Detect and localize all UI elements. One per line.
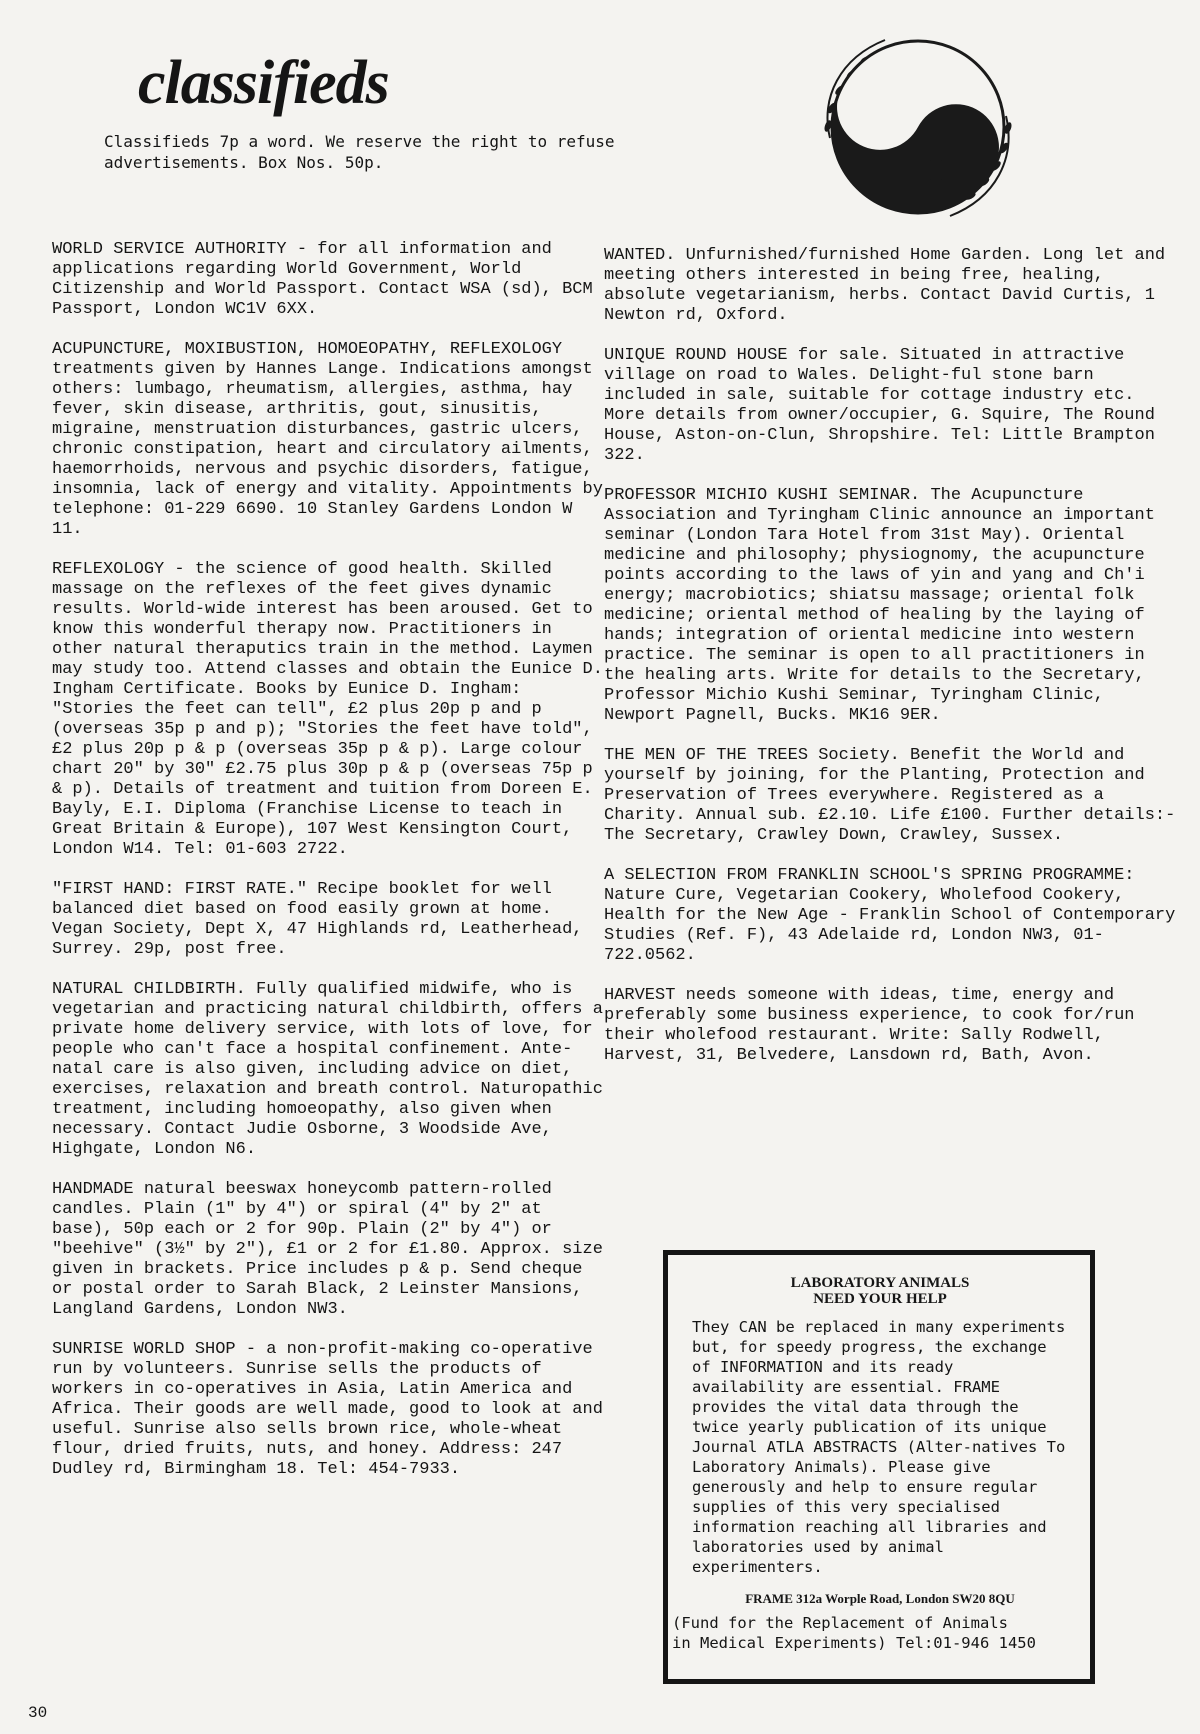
- classified-ad: ACUPUNCTURE, MOXIBUSTION, HOMOEOPATHY, REFLEXOLOGY treatments given by Hannes Lange. Indications amongst others: lumbago, rheumatism, allergies, asthma, hay fever, skin disease, arthritis, gout, sinusitis, migraine, menstruation disturbances, gastric ulcers, chronic constipation, heart and circulatory ailments, haemorrhoids, nervous and psychic disorders, fatigue, insomnia, lack of energy and vitality. Appointments by telephone: 01-229 6690. 10 Stanley Gardens London W 11.: [52, 340, 603, 539]
- frame-advert-footer-line: (Fund for the Replacement of Animals: [672, 1614, 1008, 1632]
- classified-ad: WORLD SERVICE AUTHORITY - for all information and applications regarding World Government, World Citizenship and World Passport. Contact WSA (sd), BCM Passport, London WC1V 6XX.: [52, 240, 593, 319]
- frame-advert-body: They CAN be replaced in many experiments but, for speedy progress, the exchange of INFORMATION and its ready availability are essential. FRAME provides the vital data through the twice yearly publication of its unique Journal ATLA ABSTRACTS (Alter-natives To Laboratory Animals). Please give generously and help to ensure regular supplies of this very specialised information reaching all libraries and laboratories used by animal experimenters.: [692, 1318, 1066, 1576]
- page-title: classifieds: [138, 49, 389, 117]
- frame-advert-address: FRAME 312a Worple Road, London SW20 8QU: [745, 1591, 1015, 1606]
- frame-advert-footer-line: in Medical Experiments) Tel:01-946 1450: [672, 1634, 1036, 1652]
- classified-ad: WANTED. Unfurnished/furnished Home Garden. Long let and meeting others interested in being free, healing, absolute vegetarianism, herbs. Contact David Curtis, 1 Newton rd, Oxford.: [604, 246, 1166, 325]
- classified-ad: REFLEXOLOGY - the science of good health. Skilled massage on the reflexes of the feet gives dynamic results. World-wide interest has been aroused. Get to know this wonderful therapy now. Practitioners in other natural theraputics train in the method. Laymen may study too. Attend classes and obtain the Eunice D. Ingham Certificate. Books by Eunice D. Ingham: "Stories the feet can tell", £2 plus 20p p and p (overseas 35p p and p); "Stories the feet have told", £2 plus 20p p & p (overseas 35p p & p). Large colour chart 20" by 30" £2.75 plus 30p p & p (overseas 75p p & p). Details of treatment and tuition from Doreen E. Bayly, E.I. Diploma (Franchise License to teach in Great Britain & Europe), 107 West Kensington Court, London W14. Tel: 01-603 2722.: [52, 560, 603, 859]
- classified-ad: THE MEN OF THE TREES Society. Benefit the World and yourself by joining, for the Planting, Protection and Preservation of Trees everywhere. Registered as a Charity. Annual sub. £2.10. Life £100. Further details:- The Secretary, Crawley Down, Crawley, Sussex.: [604, 746, 1176, 845]
- classifieds-right-column: [604, 246, 1179, 1086]
- classifieds-rates-note: Classifieds 7p a word. We reserve the right to refuse advertisements. Box Nos. 50p.: [104, 132, 615, 172]
- frame-advert-footer: [672, 1613, 1068, 1653]
- frame-advert-box: [663, 1250, 1095, 1684]
- frame-advert-title-line: NEED YOUR HELP: [813, 1291, 947, 1307]
- classified-ad: "FIRST HAND: FIRST RATE." Recipe booklet for well balanced diet based on food easily grown at home. Vegan Society, Dept X, 47 Highlands rd, Leatherhead, Surrey. 29p, post free.: [52, 880, 583, 959]
- classified-ad: UNIQUE ROUND HOUSE for sale. Situated in attractive village on road to Wales. Delight-ful stone barn included in sale, suitable for cottage industry etc. More details from owner/occupier, G. Squire, The Round House, Aston-on-Clun, Shropshire. Tel: Little Brampton 322.: [604, 346, 1155, 465]
- classified-ad: SUNRISE WORLD SHOP - a non-profit-making co-operative run by volunteers. Sunrise sells the products of workers in co-operatives in Asia, Latin America and Africa. Their goods are well made, good to look at and useful. Sunrise also sells brown rice, whole-wheat flour, dried fruits, nuts, and honey. Address: 247 Dudley rd, Birmingham 18. Tel: 454-7933.: [52, 1340, 603, 1479]
- yin-yang-wheat-wreath-icon: [790, 18, 1046, 236]
- classified-ad: A SELECTION FROM FRANKLIN SCHOOL'S SPRING PROGRAMME: Nature Cure, Vegetarian Cookery, Wholefood Cookery, Health for the New Age - Franklin School of Contemporary Studies (Ref. F), 43 Adelaide rd, London NW3, 01-722.0562.: [604, 866, 1176, 965]
- frame-advert-title-line: LABORATORY ANIMALS: [790, 1275, 970, 1291]
- classifieds-left-column: [52, 240, 612, 1500]
- classified-ad: NATURAL CHILDBIRTH. Fully qualified midwife, who is vegetarian and practicing natural childbirth, offers a private home delivery service, with lots of love, for people who can't face a hospital confinement. Ante-natal care is also given, including advice on diet, exercises, relaxation and breath control. Naturopathic treatment, including homoeopathy, also given when necessary. Contact Judie Osborne, 3 Woodside Ave, Highgate, London N6.: [52, 980, 603, 1159]
- classified-ad: PROFESSOR MICHIO KUSHI SEMINAR. The Acupuncture Association and Tyringham Clinic announce an important seminar (London Tara Hotel from 31st May). Oriental medicine and philosophy; physiognomy, the acupuncture points according to the laws of yin and yang and Ch'i energy; macrobiotics; shiatsu massage; oriental folk medicine; oriental method of healing by the laying of hands; integration of oriental medicine into western practice. The seminar is open to all practitioners in the healing arts. Write for details to the Secretary, Professor Michio Kushi Seminar, Tyringham Clinic, Newport Pagnell, Bucks. MK16 9ER.: [604, 486, 1155, 725]
- classified-ad: HARVEST needs someone with ideas, time, energy and preferably some business experience, to cook for/run their wholefood restaurant. Write: Sally Rodwell, Harvest, 31, Belvedere, Lansdown rd, Bath, Avon.: [604, 986, 1135, 1065]
- page-number: 30: [28, 1704, 48, 1722]
- classified-ad: HANDMADE natural beeswax honeycomb pattern-rolled candles. Plain (1" by 4") or spiral (4" by 2" at base), 50p each or 2 for 90p. Plain (2" by 4") or "beehive" (3½" by 2"), £1 or 2 for £1.80. Approx. size given in brackets. Price includes p & p. Send cheque or postal order to Sarah Black, 2 Leinster Mansions, Langland Gardens, London NW3.: [52, 1180, 603, 1319]
- frame-advert-title: [692, 1275, 1068, 1307]
